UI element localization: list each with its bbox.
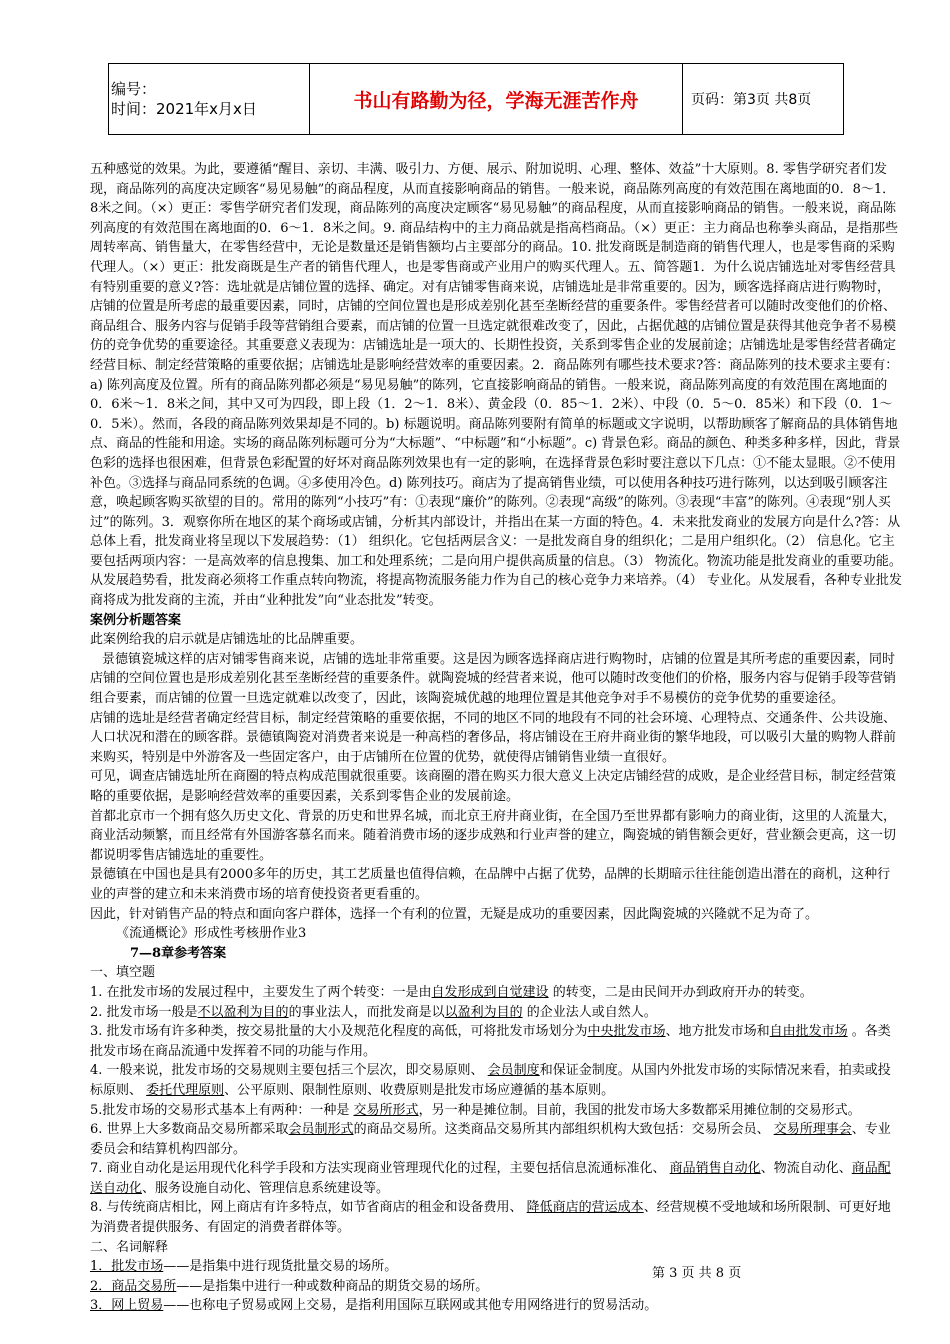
case-paragraph: 首都北京市一个拥有悠久历史文化、背景的历史和世界名城，而北京王府井商业街，在全国乃至世界都有影响力的商业街，这里的人流量大，商业活动频繁，而且经常有外国游客慕名而来。随着消费市场的逐步成熟和行业声誉的建立，陶瓷城的销售额会更好，营业额会更高，这一切都说明零售店铺选址的重要性。 xyxy=(90,808,897,863)
answer-blank: 交易所形式 xyxy=(353,1102,419,1118)
case-paragraph: 可见，调查店铺选址所在商圈的特点构成范围就很重要。该商圈的潜在购买力很大意义上决定店铺经营的成败，是企业经营目标，制定经营策略的重要依据，是影响经营效率的重要因素，关系到零售企业的发展前途。 xyxy=(90,769,897,804)
answer-blank: 商品销售自动化 xyxy=(669,1161,761,1177)
fill-question-7: 7. 商业自动化是运用现代化科学手段和方法实现商业管理现代化的过程，主要包括信息流通标准化、 商品销售自动化、物流自动化、商品配送自动化、服务设施自动化、管理信息系统建设等。 xyxy=(90,1161,891,1196)
fill-question-6: 6. 世界上大多数商品交易所都采取会员制形式的商品交易所。这类商品交易所其内部组织机构大致包括：交易所会员、 交易所理事会、专业委员会和结算机构四部分。 xyxy=(90,1122,891,1157)
document-body xyxy=(90,160,902,1316)
motto: 书山有路勤为径，学海无涯苦作舟 xyxy=(310,64,683,135)
case-paragraph: 此案例给我的启示就是店铺选址的比品牌重要。 xyxy=(90,632,364,648)
case-paragraph: 景德镇瓷城这样的店对铺零售商来说，店铺的选址非常重要。这是因为顾客选择商店进行购物时，店铺的位置是其所考虑的重要因素，同时店铺的空间位置也是形成差别化甚至垄断经营的重要条件。就陶瓷城的经营者来说，他可以随时改变他们的价格，服务内容与促销手段等营销组合要素，而店铺的位置一旦选定就难以改变了，因此，该陶瓷城优越的地理位置是其他竞争对手不易模仿的竞争优势的重要途径。 xyxy=(90,651,897,707)
answer-blank: 委托代理原则 xyxy=(146,1082,225,1098)
intro-paragraph: 五种感觉的效果。为此，要遵循“醒目、亲切、丰满、吸引力、方便、展示、附加说明、心理、整体、效益”十大原则。8. 零售学研究者们发现，商品陈列的高度决定顾客“易见易触”的商品程度，从而直接影响商品的销售。一般来说，商品陈列高度的有效范围在离地面的0．8～1．8米之间。（×）更正：零售学研究者们发现，商品陈列的高度决定顾客“易见易触”的商品程度，从而直接影响商品的销售。一般来说，商品陈列高度的有效范围在离地面的0．6～1．8米之间。9. 商品结构中的主力商品就是指高档商品。（×）更正：主力商品也称拳头商品，是指那些周转率高、销售量大，在零售经营中，无论是数量还是销售额均占主要部分的商品。10. 批发商既是制造商的销售代理人，也是零售商的采购代理人。（×）更正：批发商既是生产者的销售代理人，也是零售商或产业用户的购买代理人。五、简答题1．为什么说店铺选址对零售经营具有特别重要的意义?答：选址就是店铺位置的选择、确定。对有店铺零售商来说，店铺选址是非常重要的。因为，顾客选择商店进行购物时，店铺的位置是所考虑的最重要因素，同时，店铺的空间位置也是形成差别化甚至垄断经营的重要条件。零售经营者可以随时改变他们的价格、商品组合、服务内容与促销手段等营销组合要素，而店铺的位置一旦选定就很难改变了，因此，占据优越的店铺位置是获得其他竞争者不易模仿的竞争优势的重要途径。其重要意义表现为：店铺选址是一项大的、长期性投资，关系到零售企业的发展前途；店铺选址是零售经营者确定经营目标、制定经营策略的重要依据；店铺选址是影响经营效率的重要因素。2．商品陈列有哪些技术要求?答：商品陈列的技术要求主要有：a) 陈列高度及位置。所有的商品陈列都必须是“易见易触”的陈列，它直接影响商品的销售。一般来说，商品陈列高度的有效范围在离地面的0．6米～1．8米之间，其中又可为四段，即上段（1．2～1．8米）、黄金段（0．85～1．2米）、中段（0．5～0．85米）和下段（0．1～0．5米）。然而，各段的商品陈列效果却是不同的。b) 标题说明。商品陈列要附有简单的标题或文字说明，以帮助顾客了解商品的具体销售地点、商品的性能和用途。实场的商品陈列标题可分为“大标题”、“中标题”和“小标题”。c) 背景色彩。商品的颜色、种类多种多样，因此，背景色彩的选择也很困难，但背景色彩配置的好坏对商品陈列效果也有一定的影响，在选择背景色彩时要注意以下几点：①不能太显眼。②不使用补色。③选择与商品同系统的色调。④多使用冷色。d) 陈列技巧。商店为了提高销售业绩，可以使用各种技巧进行陈列，以达到吸引顾客注意，唤起顾客购买欲望的目的。常用的陈列“小技巧”有：①表现“廉价”的陈列。②表现“高级”的陈列。③表现“丰富”的陈列。④表现“别人买过”的陈列。3．观察你所在地区的某个商场或店铺，分析其内部设计，并指出在某一方面的特色。4．未来批发商业的发展方向是什么?答：从总体上看，批发商业将呈现以下发展趋势：（1） 组织化。它包括两层含义：一是批发商自身的组织化；二是用户组织化。（2） 信息化。它主要包括两项内容：一是高效率的信息搜集、加工和处理系统；二是向用户提供高质量的信息。（3） 物流化。物流功能是批发商业的重要功能。从发展趋势看，批发商必须将工作重点转向物流，将提高物流服务能力作为自己的核心竞争力来培养。（4） 专业化。从发展看，各种专业批发商将成为批发商的主流，并由“业种批发”向“业态批发”转变。 xyxy=(90,162,902,609)
case-paragraph: 店铺的选址是经营者确定经营目标，制定经营策略的重要依据，不同的地区不同的地段有不同的社会环境、心理特点、交通条件、公共设施、人口状况和潜在的顾客群。景德镇陶瓷对消费者来说是一种高档的奢侈品，将店铺设在王府井商业街的繁华地段，可以吸引大量的购物人群前来购买，特别是中外游客及一些固定客户，由于店铺所在位置的优势，就使得店铺销售业绩一直很好。 xyxy=(90,710,897,765)
fill-question-4: 4. 一般来说，批发市场的交易规则主要包括三个层次，即交易原则、 会员制度和保证金制度。从国内外批发市场的实际情况来看，拍卖或投标原则、 委托代理原则、公平原则、限制性原则、收费原则是批发市场应遵循的基本原则。 xyxy=(90,1063,891,1098)
header-left-cell xyxy=(109,64,310,135)
answer-blank: 会员制度 xyxy=(487,1063,540,1079)
answer-blank: 中央批发市场 xyxy=(587,1024,666,1040)
answer-blank: 不以盈利为目的 xyxy=(197,1004,289,1020)
fill-question-1: 1. 在批发市场的发展过程中，主要发生了两个转变：一是由自发形成到自觉建设 的转变，二是由民间开办到政府开办的转变。 xyxy=(90,984,813,1000)
answer-blank: 降低商店的营运成本 xyxy=(526,1200,644,1216)
fill-question-3: 3. 批发市场有许多种类，按交易批量的大小及规范化程度的高低，可将批发市场划分为中央批发市场、地方批发市场和自由批发市场 。各类批发市场在商品流通中发挥着不同的功能与作用。 xyxy=(90,1024,891,1059)
fill-question-2: 2. 批发市场一般是不以盈利为目的的事业法人，而批发商是以以盈利为目的 的企业法人或自然人。 xyxy=(90,1004,657,1020)
number-label: 编号： xyxy=(111,80,157,98)
term-name: 3．网上贸易 xyxy=(90,1298,164,1314)
term-definition: 1．批发市场——是指集中进行现货批量交易的场所。 xyxy=(90,1259,398,1275)
time-label: 时间：2021年x月x日 xyxy=(111,100,257,118)
answer-blank: 会员制形式 xyxy=(288,1122,354,1138)
term-name: 2．商品交易所 xyxy=(90,1278,177,1294)
term-definition: 2．商品交易所——是指集中进行一种或数种商品的期货交易的场所。 xyxy=(90,1278,489,1294)
fill-heading: 一、填空题 xyxy=(90,965,156,981)
case-heading: 案例分析题答案 xyxy=(90,612,182,628)
chapter-heading: 7—8章参考答案 xyxy=(130,945,227,961)
answer-blank: 交易所理事会 xyxy=(773,1122,852,1138)
fill-question-8: 8. 与传统商店相比，网上商店有许多特点，如节省商店的租金和设备费用、 降低商店的营运成本、经营规模不受地域和场所限制、可更好地为消费者提供服务、有固定的消费者群体等。 xyxy=(90,1200,891,1236)
page-label: 页码：第3页 共8页 xyxy=(683,64,844,135)
terms-heading: 二、名词解释 xyxy=(90,1239,169,1255)
fill-question-5: 5.批发市场的交易形式基本上有两种：一种是 交易所形式，另一种是摊位制。目前，我国的批发市场大多数都采用摊位制的交易形式。 xyxy=(90,1102,861,1118)
answer-blank: 自发形成到自觉建设 xyxy=(431,984,549,1000)
case-paragraph: 因此，针对销售产品的特点和面向客户群体，选择一个有利的位置，无疑是成功的重要因素，因此陶瓷城的兴隆就不足为奇了。 xyxy=(90,906,819,922)
header-table xyxy=(108,63,844,135)
term-name: 1．批发市场 xyxy=(90,1259,164,1275)
assignment-title: 《流通概论》形成性考核册作业3 xyxy=(116,926,307,942)
term-definition: 3．网上贸易——也称电子贸易或网上交易，是指利用国际互联网或其他专用网络进行的贸易活动。 xyxy=(90,1298,658,1314)
answer-blank: 自由批发市场 xyxy=(769,1024,848,1040)
case-paragraph: 景德镇在中国也是具有2000多年的历史，其工艺质量也值得信赖，在品牌中占据了优势，品牌的长期暗示往往能创造出潜在的商机，这种行业的声誉的建立和未来消费市场的培育使投资者更看重的。 xyxy=(90,867,891,902)
page-footer: 第 3 页 共 8 页 xyxy=(652,1266,742,1281)
answer-blank: 商品配送自动化 xyxy=(90,1161,891,1196)
answer-blank: 以盈利为目的 xyxy=(444,1004,523,1020)
